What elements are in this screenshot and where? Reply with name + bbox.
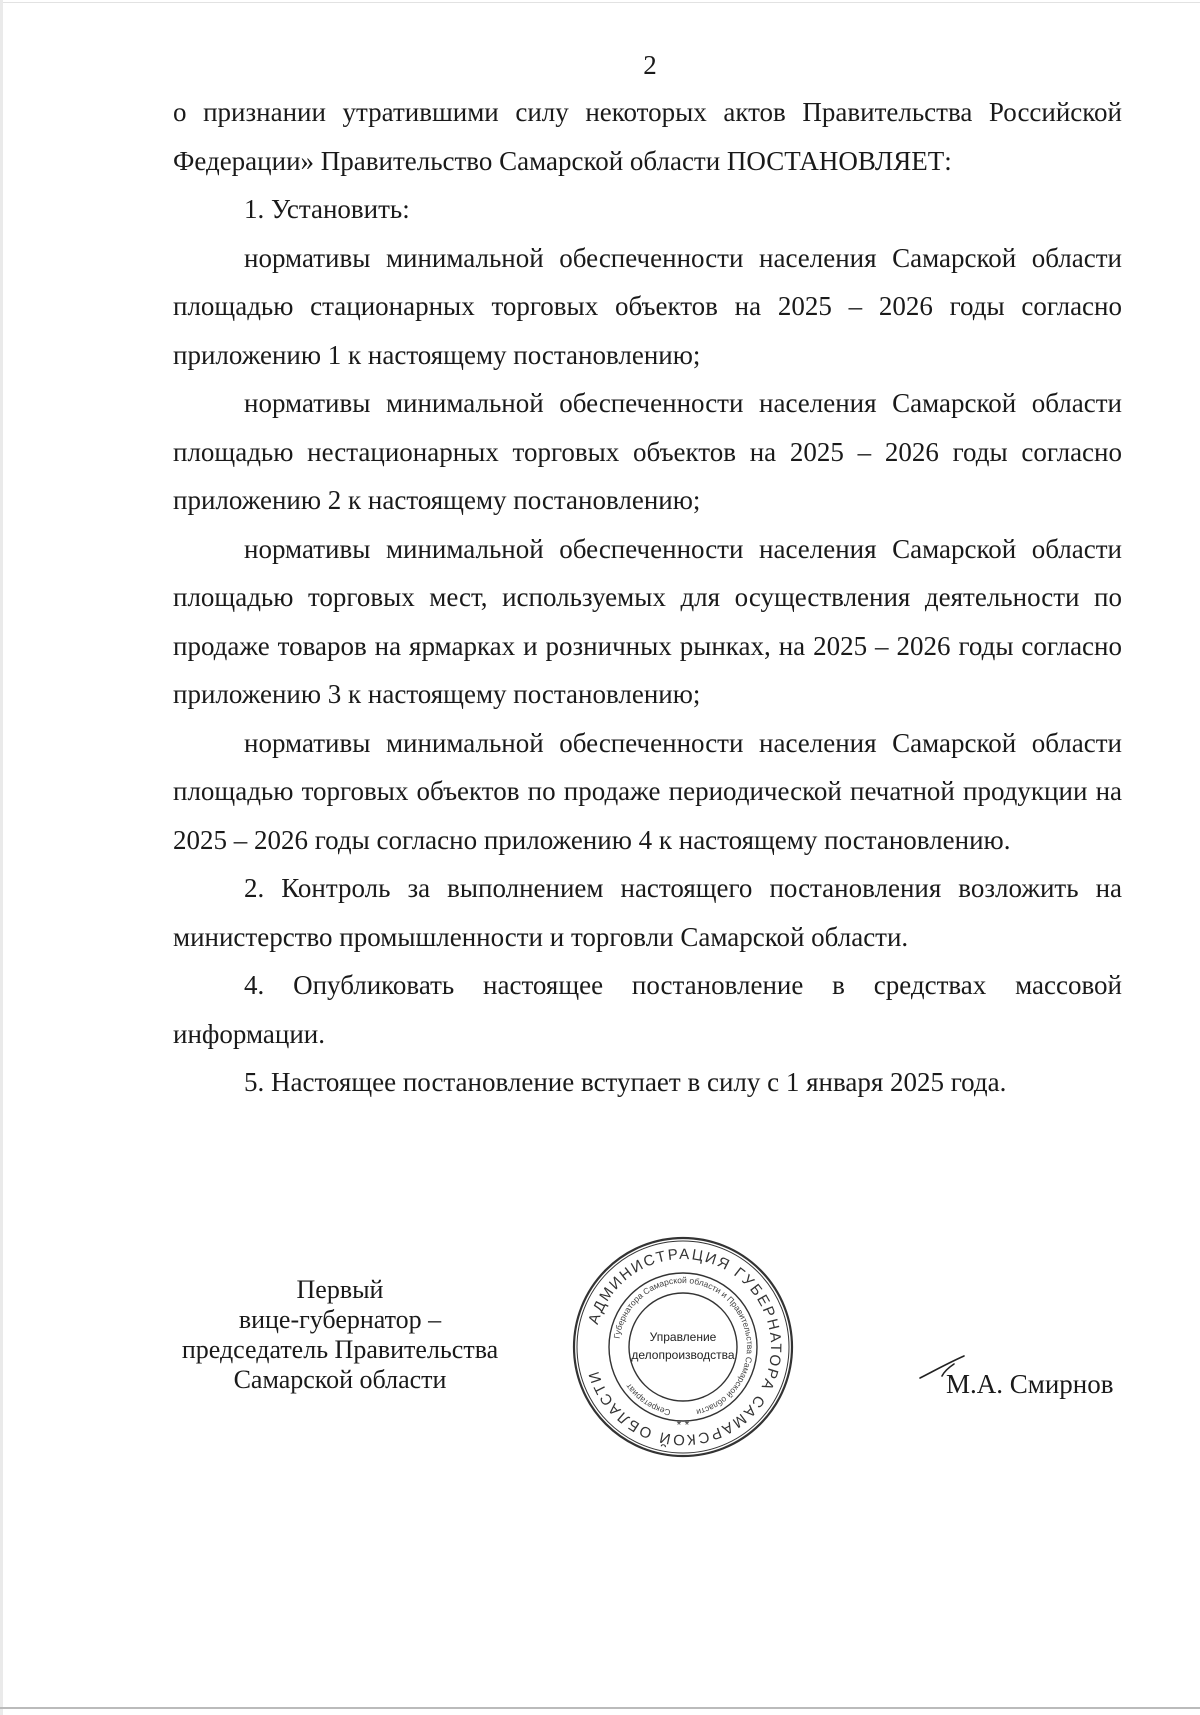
signatory-title-line: председатель Правительства <box>181 1335 499 1364</box>
signatory-title-line: Первый <box>296 1275 384 1304</box>
document-body <box>173 88 1122 1107</box>
seal-inner-ring-text-2: Секретариат <box>623 1381 672 1418</box>
scan-edge-bottom <box>0 1707 1200 1709</box>
signatory-title-line: Самарской области <box>233 1365 447 1394</box>
paragraph-intro: о признании утратившими силу некоторых актов Правительства Российской Федерации» Правительство Самарской области ПОСТАНОВЛЯЕТ: <box>173 97 1122 176</box>
seal-inner-ring-text: Губернатора Самарской области и Правительства Самарской области <box>611 1274 756 1418</box>
paragraph-norm-stationary: нормативы минимальной обеспеченности населения Самарской области площадью стационарных торговых объектов на 2025 – 2026 годы согласно приложению 1 к настоящему постановлению; <box>173 242 1122 370</box>
signatory-title <box>170 1275 510 1395</box>
paragraph-item-4: 4. Опубликовать настоящее постановление в средствах массовой информации. <box>173 970 1122 1049</box>
paragraph-norm-press: нормативы минимальной обеспеченности населения Самарской области площадью торговых объектов по продаже периодической печатной продукции на 2025 – 2026 годы согласно приложению 4 к настоящему постановлению. <box>173 727 1122 855</box>
seal-center-line-2: делопроизводства <box>631 1348 735 1362</box>
seal-center-line-1: Управление <box>649 1330 717 1344</box>
seal-outer-text: АДМИНИСТРАЦИЯ ГУБЕРНАТОРА САМАРСКОЙ ОБЛАСТИ <box>585 1245 785 1449</box>
paragraph-norm-nonstationary: нормативы минимальной обеспеченности населения Самарской области площадью нестационарных торговых объектов на 2025 – 2026 годы согласно приложению 2 к настоящему постановлению; <box>173 388 1122 515</box>
paragraph-item-1: 1. Установить: <box>244 194 410 224</box>
paragraph-item-2: 2. Контроль за выполнением настоящего постановления возложить на министерство промышленности и торговли Самарской области. <box>173 873 1122 952</box>
page-number: 2 <box>643 50 657 80</box>
seal-stars: * * <box>676 1418 690 1432</box>
scan-edge-left <box>0 0 3 1715</box>
official-seal <box>568 1232 798 1462</box>
scan-edge-top <box>0 2 1200 3</box>
paragraph-norm-fairs: нормативы минимальной обеспеченности населения Самарской области площадью торговых мест, используемых для осуществления деятельности по продаже товаров на ярмарках и розничных рынках, на 2025 – 2026 годы согласно приложению 3 к настоящему постановлению; <box>173 533 1122 709</box>
signatory-title-line: вице-губернатор – <box>238 1305 442 1334</box>
paragraph-item-5: 5. Настоящее постановление вступает в силу с 1 января 2025 года. <box>244 1067 1007 1097</box>
signatory-name: М.А. Смирнов <box>946 1369 1114 1399</box>
